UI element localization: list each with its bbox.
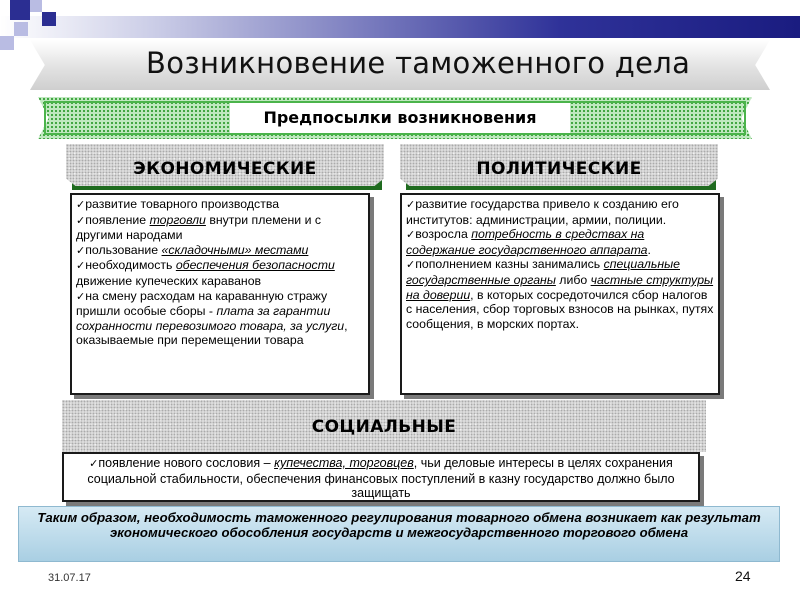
list-item-text: пополнением казны занимались xyxy=(415,257,604,272)
checkmark-icon: ✓ xyxy=(406,228,416,242)
page-number: 24 xyxy=(735,568,751,584)
footer-date: 31.07.17 xyxy=(48,572,91,584)
list-item-text: развитие государства привело к созданию его институтов: администрации, армии, полиции. xyxy=(406,197,679,227)
list-item-text: , чьи деловые интересы в целях сохранения социальной стабильности, обеспечения финансовых поступлений в казну государство должно было защищать xyxy=(87,456,675,501)
checkmark-icon: ✓ xyxy=(76,198,86,211)
list-item-text: обеспечения безопасности xyxy=(175,258,335,273)
checkmark-icon: ✓ xyxy=(76,243,86,257)
list-item-text: на смену расходам на караванную стражу пришли особые сборы - xyxy=(76,288,328,319)
social-header-label: СОЦИАЛЬНЫЕ xyxy=(311,417,457,437)
list-item-text: внутри племени и с другими народами xyxy=(76,212,322,243)
list-item xyxy=(406,257,714,331)
social-box xyxy=(62,452,700,502)
decor-square xyxy=(14,22,28,36)
checkmark-icon: ✓ xyxy=(89,457,99,470)
checkmark-icon: ✓ xyxy=(406,198,416,211)
list-item xyxy=(76,197,364,213)
list-item-text: торговли xyxy=(149,212,206,227)
list-item xyxy=(68,456,694,501)
checkmark-icon: ✓ xyxy=(76,213,86,227)
list-item xyxy=(76,289,364,348)
conclusion-box xyxy=(18,506,780,562)
list-item-text: плата за гарантии сохранности перевозимого товара, за услуги xyxy=(76,304,345,333)
political-box xyxy=(400,193,720,395)
subtitle: Предпосылки возникновения xyxy=(230,103,570,133)
economic-header-label: ЭКОНОМИЧЕСКИЕ xyxy=(133,159,317,179)
list-item-text: частные структуры на доверии xyxy=(406,272,714,302)
list-item-text: потребность в средствах на содержание государственного аппарата xyxy=(406,227,648,257)
political-list xyxy=(406,197,714,331)
decor-square xyxy=(0,36,14,50)
list-item-text: появление xyxy=(85,212,150,227)
checkmark-icon: ✓ xyxy=(76,289,86,303)
page-title: Возникновение таможенного дела xyxy=(146,46,691,80)
list-item-text: , оказываемые при перемещении товара xyxy=(76,318,348,348)
economic-box xyxy=(70,193,370,395)
list-item xyxy=(76,213,364,243)
list-item-text: развитие товарного производства xyxy=(85,197,280,211)
list-item-text: необходимость xyxy=(85,258,176,273)
list-item-text: возросла xyxy=(415,227,472,242)
list-item-text: купечества, торговцев xyxy=(274,456,414,470)
checkmark-icon: ✓ xyxy=(406,258,416,272)
list-item xyxy=(406,197,714,227)
list-item-text: . xyxy=(647,242,651,257)
list-item-text: движение купеческих караванов xyxy=(76,273,262,288)
list-item-text: пользование xyxy=(85,242,162,257)
economic-list xyxy=(76,197,364,348)
list-item xyxy=(406,227,714,257)
political-header-label: ПОЛИТИЧЕСКИЕ xyxy=(476,159,642,179)
conclusion-text: Таким образом, необходимость таможенного регулирования товарного обмена возникает как результат экономического обособления государств и межгосударственного торгового обмена xyxy=(37,510,761,540)
social-list xyxy=(68,456,694,501)
list-item-text: «складочными» местами xyxy=(161,242,309,257)
decor-square xyxy=(30,0,42,12)
top-gradient-bar xyxy=(0,16,800,38)
decor-square xyxy=(42,12,56,26)
list-item-text: , в которых сосредоточился сбор налогов с населения, сбор торговых взносов на рынках, путях сообщения, в морских портах. xyxy=(406,287,714,331)
decor-square xyxy=(10,0,30,20)
list-item-text: либо xyxy=(555,272,591,287)
list-item xyxy=(76,258,364,288)
list-item-text: специальные государственные органы xyxy=(406,257,680,287)
list-item xyxy=(76,243,364,259)
list-item-text: появление нового сословия – xyxy=(98,456,275,470)
checkmark-icon: ✓ xyxy=(76,259,86,273)
